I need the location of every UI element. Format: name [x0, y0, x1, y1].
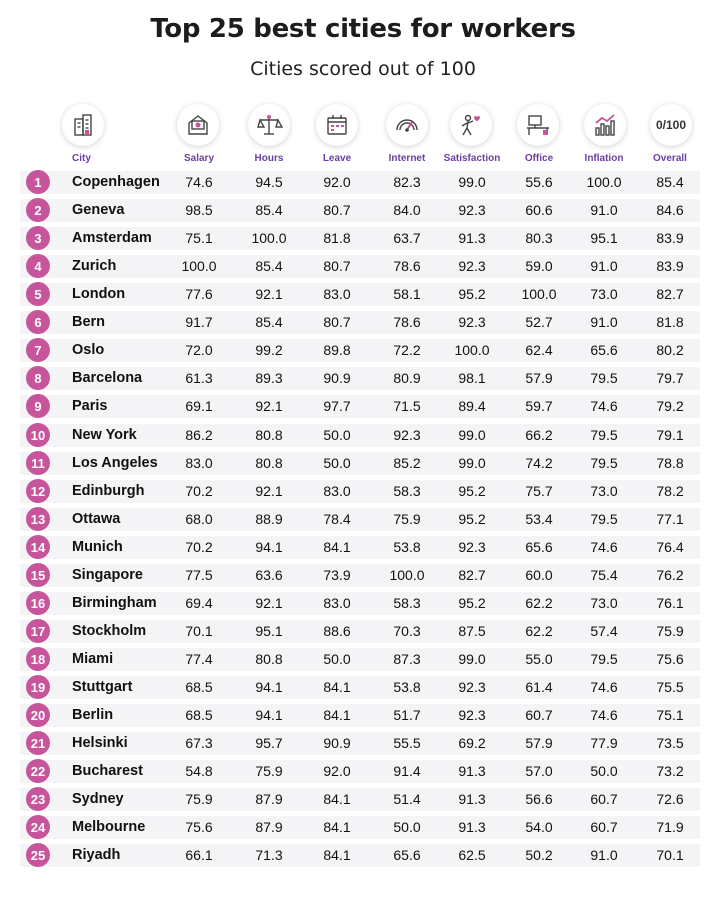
rank-badge: 1	[26, 170, 50, 194]
cell-leave: 84.1	[323, 847, 351, 863]
cell-overall: 77.1	[656, 511, 684, 527]
cell-inflation: 73.0	[590, 286, 618, 302]
cell-salary: 77.6	[185, 286, 213, 302]
rank-badge: 3	[26, 226, 50, 250]
cell-satisfaction: 95.2	[458, 511, 486, 527]
cell-hours: 99.2	[255, 342, 283, 358]
cell-leave: 50.0	[323, 427, 351, 443]
rank-badge: 18	[26, 647, 50, 671]
cell-office: 56.6	[525, 791, 553, 807]
city-name: Melbourne	[72, 819, 146, 835]
cell-hours: 80.8	[255, 651, 283, 667]
cell-office: 50.2	[525, 847, 553, 863]
cell-inflation: 79.5	[590, 370, 618, 386]
cell-office: 52.7	[525, 314, 553, 330]
cell-leave: 83.0	[323, 483, 351, 499]
cell-internet: 58.3	[393, 595, 421, 611]
cell-salary: 75.1	[185, 230, 213, 246]
cell-hours: 92.1	[255, 483, 283, 499]
cell-leave: 90.9	[323, 370, 351, 386]
cell-internet: 72.2	[393, 342, 421, 358]
cell-satisfaction: 99.0	[458, 427, 486, 443]
cell-salary: 69.4	[185, 595, 213, 611]
cell-leave: 90.9	[323, 735, 351, 751]
cell-salary: 68.5	[185, 679, 213, 695]
cell-leave: 80.7	[323, 258, 351, 274]
cell-satisfaction: 92.3	[458, 539, 486, 555]
cell-inflation: 74.6	[590, 707, 618, 723]
cell-internet: 58.3	[393, 483, 421, 499]
score-badge: 0/100	[650, 104, 692, 146]
cell-hours: 89.3	[255, 370, 283, 386]
cell-office: 55.0	[525, 651, 553, 667]
cell-hours: 94.1	[255, 707, 283, 723]
cell-internet: 53.8	[393, 679, 421, 695]
cell-hours: 94.1	[255, 679, 283, 695]
cell-internet: 75.9	[393, 511, 421, 527]
column-header-leave: Leave	[322, 153, 352, 164]
cell-leave: 80.7	[323, 314, 351, 330]
cell-internet: 51.4	[393, 791, 421, 807]
cell-overall: 73.5	[656, 735, 684, 751]
rank-badge: 11	[26, 451, 50, 475]
cell-satisfaction: 99.0	[458, 651, 486, 667]
cell-overall: 76.1	[656, 595, 684, 611]
cell-office: 57.9	[525, 735, 553, 751]
cell-internet: 70.3	[393, 623, 421, 639]
city-name: Riyadh	[72, 847, 121, 863]
cell-salary: 70.2	[185, 539, 213, 555]
cell-salary: 75.9	[185, 791, 213, 807]
cell-salary: 75.6	[185, 819, 213, 835]
cell-salary: 67.3	[185, 735, 213, 751]
cell-leave: 81.8	[323, 230, 351, 246]
cell-internet: 91.4	[393, 763, 421, 779]
cell-leave: 92.0	[323, 174, 351, 190]
city-name: Geneva	[72, 202, 125, 218]
cell-inflation: 79.5	[590, 651, 618, 667]
city-name: Copenhagen	[72, 174, 160, 190]
cell-hours: 92.1	[255, 595, 283, 611]
cell-office: 62.2	[525, 623, 553, 639]
cell-office: 59.7	[525, 398, 553, 414]
cell-leave: 89.8	[323, 342, 351, 358]
cell-overall: 75.9	[656, 623, 684, 639]
cell-inflation: 74.6	[590, 539, 618, 555]
city-name: Birmingham	[72, 595, 157, 611]
cell-hours: 92.1	[255, 398, 283, 414]
hours-icon	[248, 104, 290, 146]
cell-satisfaction: 69.2	[458, 735, 486, 751]
city-name: Sydney	[72, 791, 124, 807]
cell-hours: 63.6	[255, 567, 283, 583]
cell-hours: 75.9	[255, 763, 283, 779]
cell-salary: 54.8	[185, 763, 213, 779]
cell-inflation: 91.0	[590, 258, 618, 274]
cell-satisfaction: 92.3	[458, 679, 486, 695]
cell-internet: 92.3	[393, 427, 421, 443]
cell-overall: 79.1	[656, 427, 684, 443]
cell-office: 60.0	[525, 567, 553, 583]
cell-satisfaction: 100.0	[454, 342, 490, 358]
city-name: Stockholm	[72, 623, 147, 639]
cell-overall: 83.9	[656, 258, 684, 274]
cell-internet: 63.7	[393, 230, 421, 246]
cell-overall: 79.7	[656, 370, 684, 386]
cell-office: 80.3	[525, 230, 553, 246]
cell-overall: 75.6	[656, 651, 684, 667]
cell-inflation: 50.0	[590, 763, 618, 779]
cell-leave: 92.0	[323, 763, 351, 779]
cell-office: 59.0	[525, 258, 553, 274]
cell-satisfaction: 89.4	[458, 398, 486, 414]
cell-overall: 73.2	[656, 763, 684, 779]
internet-icon	[386, 104, 428, 146]
cell-hours: 87.9	[255, 819, 283, 835]
cell-office: 54.0	[525, 819, 553, 835]
rank-badge: 5	[26, 282, 50, 306]
cell-hours: 94.1	[255, 539, 283, 555]
cell-inflation: 65.6	[590, 342, 618, 358]
cell-salary: 66.1	[185, 847, 213, 863]
cell-leave: 50.0	[323, 651, 351, 667]
cell-leave: 88.6	[323, 623, 351, 639]
cell-satisfaction: 95.2	[458, 595, 486, 611]
cell-internet: 53.8	[393, 539, 421, 555]
city-name: London	[72, 286, 126, 302]
cell-leave: 78.4	[323, 511, 351, 527]
city-name: Amsterdam	[72, 230, 152, 246]
cell-satisfaction: 62.5	[458, 847, 486, 863]
rank-badge: 2	[26, 198, 50, 222]
cell-office: 75.7	[525, 483, 553, 499]
rank-badge: 9	[26, 394, 50, 418]
city-name: Zurich	[72, 258, 117, 274]
cell-internet: 71.5	[393, 398, 421, 414]
cell-internet: 50.0	[393, 819, 421, 835]
cell-hours: 85.4	[255, 314, 283, 330]
cell-satisfaction: 82.7	[458, 567, 486, 583]
rank-badge: 15	[26, 563, 50, 587]
rank-badge: 7	[26, 338, 50, 362]
cell-salary: 98.5	[185, 202, 213, 218]
cell-inflation: 91.0	[590, 202, 618, 218]
cell-overall: 76.4	[656, 539, 684, 555]
cell-overall: 71.9	[656, 819, 684, 835]
cell-satisfaction: 91.3	[458, 791, 486, 807]
cell-office: 66.2	[525, 427, 553, 443]
cell-hours: 100.0	[251, 230, 287, 246]
cell-leave: 83.0	[323, 286, 351, 302]
cell-leave: 73.9	[323, 567, 351, 583]
city-name: Miami	[72, 651, 114, 667]
cell-salary: 77.5	[185, 567, 213, 583]
cell-inflation: 100.0	[586, 174, 622, 190]
cell-inflation: 75.4	[590, 567, 618, 583]
rank-badge: 8	[26, 366, 50, 390]
city-name: Munich	[72, 539, 123, 555]
cell-hours: 95.7	[255, 735, 283, 751]
page-subtitle: Cities scored out of 100	[250, 58, 476, 80]
column-header-inflation: Inflation	[584, 153, 624, 164]
rank-badge: 19	[26, 675, 50, 699]
city-name: Helsinki	[72, 735, 128, 751]
cell-overall: 82.7	[656, 286, 684, 302]
rank-badge: 14	[26, 535, 50, 559]
cell-leave: 50.0	[323, 455, 351, 471]
cell-salary: 70.1	[185, 623, 213, 639]
cell-internet: 51.7	[393, 707, 421, 723]
cell-leave: 84.1	[323, 819, 351, 835]
cell-salary: 68.0	[185, 511, 213, 527]
city-name: Singapore	[72, 567, 143, 583]
cell-office: 55.6	[525, 174, 553, 190]
rank-badge: 25	[26, 843, 50, 867]
rank-badge: 4	[26, 254, 50, 278]
cell-hours: 92.1	[255, 286, 283, 302]
cell-salary: 69.1	[185, 398, 213, 414]
cell-internet: 58.1	[393, 286, 421, 302]
cell-overall: 72.6	[656, 791, 684, 807]
city-name: New York	[72, 427, 137, 443]
cell-leave: 84.1	[323, 707, 351, 723]
column-header-office: Office	[524, 153, 554, 164]
cell-leave: 84.1	[323, 791, 351, 807]
city-name: Berlin	[72, 707, 114, 723]
city-name: Barcelona	[72, 370, 143, 386]
rank-badge: 17	[26, 619, 50, 643]
cell-office: 57.9	[525, 370, 553, 386]
rank-badge: 21	[26, 731, 50, 755]
cell-office: 62.4	[525, 342, 553, 358]
column-header-city: City	[72, 153, 91, 164]
cell-office: 60.6	[525, 202, 553, 218]
cell-hours: 85.4	[255, 258, 283, 274]
cell-inflation: 74.6	[590, 679, 618, 695]
cell-satisfaction: 92.3	[458, 707, 486, 723]
rank-badge: 20	[26, 703, 50, 727]
cell-hours: 88.9	[255, 511, 283, 527]
cell-satisfaction: 99.0	[458, 174, 486, 190]
cell-internet: 84.0	[393, 202, 421, 218]
rank-badge: 12	[26, 479, 50, 503]
office-icon	[517, 104, 559, 146]
city-name: Bucharest	[72, 763, 143, 779]
cell-leave: 84.1	[323, 539, 351, 555]
city-name: Paris	[72, 398, 108, 414]
rank-badge: 22	[26, 759, 50, 783]
salary-icon	[177, 104, 219, 146]
cell-inflation: 77.9	[590, 735, 618, 751]
cell-overall: 80.2	[656, 342, 684, 358]
rank-badge: 6	[26, 310, 50, 334]
cell-overall: 79.2	[656, 398, 684, 414]
cell-hours: 80.8	[255, 427, 283, 443]
cell-salary: 68.5	[185, 707, 213, 723]
cell-satisfaction: 92.3	[458, 314, 486, 330]
cell-inflation: 79.5	[590, 511, 618, 527]
city-icon	[62, 104, 104, 146]
cell-inflation: 60.7	[590, 791, 618, 807]
cell-satisfaction: 95.2	[458, 286, 486, 302]
cell-inflation: 79.5	[590, 427, 618, 443]
cell-internet: 85.2	[393, 455, 421, 471]
cell-inflation: 73.0	[590, 483, 618, 499]
cell-hours: 95.1	[255, 623, 283, 639]
cell-internet: 82.3	[393, 174, 421, 190]
cell-overall: 78.2	[656, 483, 684, 499]
cell-satisfaction: 87.5	[458, 623, 486, 639]
cell-leave: 80.7	[323, 202, 351, 218]
cell-salary: 72.0	[185, 342, 213, 358]
cell-inflation: 57.4	[590, 623, 618, 639]
cell-leave: 97.7	[323, 398, 351, 414]
cell-salary: 86.2	[185, 427, 213, 443]
cell-inflation: 91.0	[590, 847, 618, 863]
rank-badge: 23	[26, 787, 50, 811]
cell-satisfaction: 95.2	[458, 483, 486, 499]
city-name: Oslo	[72, 342, 105, 358]
cell-overall: 81.8	[656, 314, 684, 330]
cell-internet: 80.9	[393, 370, 421, 386]
cell-office: 65.6	[525, 539, 553, 555]
rank-badge: 24	[26, 815, 50, 839]
cell-satisfaction: 92.3	[458, 258, 486, 274]
cell-overall: 75.5	[656, 679, 684, 695]
column-header-hours: Hours	[254, 153, 284, 164]
cell-overall: 76.2	[656, 567, 684, 583]
cell-overall: 83.9	[656, 230, 684, 246]
cell-satisfaction: 99.0	[458, 455, 486, 471]
cell-overall: 78.8	[656, 455, 684, 471]
cell-salary: 100.0	[181, 258, 217, 274]
cell-salary: 77.4	[185, 651, 213, 667]
city-name: Edinburgh	[72, 483, 145, 499]
cell-office: 60.7	[525, 707, 553, 723]
cell-hours: 85.4	[255, 202, 283, 218]
cell-hours: 94.5	[255, 174, 283, 190]
rank-badge: 13	[26, 507, 50, 531]
cell-overall: 85.4	[656, 174, 684, 190]
cell-office: 57.0	[525, 763, 553, 779]
column-header-internet: Internet	[388, 153, 426, 164]
cell-office: 100.0	[521, 286, 557, 302]
cell-hours: 87.9	[255, 791, 283, 807]
cell-salary: 74.6	[185, 174, 213, 190]
cell-satisfaction: 98.1	[458, 370, 486, 386]
inflation-icon	[584, 104, 626, 146]
cell-inflation: 91.0	[590, 314, 618, 330]
leave-icon	[316, 104, 358, 146]
cell-office: 74.2	[525, 455, 553, 471]
cell-overall: 84.6	[656, 202, 684, 218]
cell-leave: 84.1	[323, 679, 351, 695]
city-name: Bern	[72, 314, 106, 330]
cell-salary: 70.2	[185, 483, 213, 499]
cell-internet: 78.6	[393, 258, 421, 274]
cell-internet: 87.3	[393, 651, 421, 667]
cell-inflation: 95.1	[590, 230, 618, 246]
city-name: Stuttgart	[72, 679, 133, 695]
city-name: Los Angeles	[72, 455, 158, 471]
cell-salary: 83.0	[185, 455, 213, 471]
cell-inflation: 73.0	[590, 595, 618, 611]
cell-satisfaction: 91.3	[458, 763, 486, 779]
cell-office: 61.4	[525, 679, 553, 695]
cell-overall: 75.1	[656, 707, 684, 723]
cell-satisfaction: 92.3	[458, 202, 486, 218]
column-header-overall: Overall	[653, 153, 687, 164]
cell-satisfaction: 91.3	[458, 819, 486, 835]
cell-inflation: 60.7	[590, 819, 618, 835]
cell-inflation: 79.5	[590, 455, 618, 471]
cell-salary: 61.3	[185, 370, 213, 386]
cell-internet: 65.6	[393, 847, 421, 863]
cell-overall: 70.1	[656, 847, 684, 863]
cell-leave: 83.0	[323, 595, 351, 611]
page-title: Top 25 best cities for workers	[150, 14, 576, 44]
cell-internet: 55.5	[393, 735, 421, 751]
rank-badge: 10	[26, 423, 50, 447]
cell-internet: 100.0	[389, 567, 425, 583]
cell-salary: 91.7	[185, 314, 213, 330]
cell-hours: 71.3	[255, 847, 283, 863]
cell-hours: 80.8	[255, 455, 283, 471]
column-header-satisfaction: Satisfaction	[443, 153, 501, 164]
cell-office: 62.2	[525, 595, 553, 611]
cell-internet: 78.6	[393, 314, 421, 330]
cell-inflation: 74.6	[590, 398, 618, 414]
column-header-salary: Salary	[183, 153, 215, 164]
cell-office: 53.4	[525, 511, 553, 527]
city-name: Ottawa	[72, 511, 121, 527]
rank-badge: 16	[26, 591, 50, 615]
satisfaction-icon	[450, 104, 492, 146]
cell-satisfaction: 91.3	[458, 230, 486, 246]
